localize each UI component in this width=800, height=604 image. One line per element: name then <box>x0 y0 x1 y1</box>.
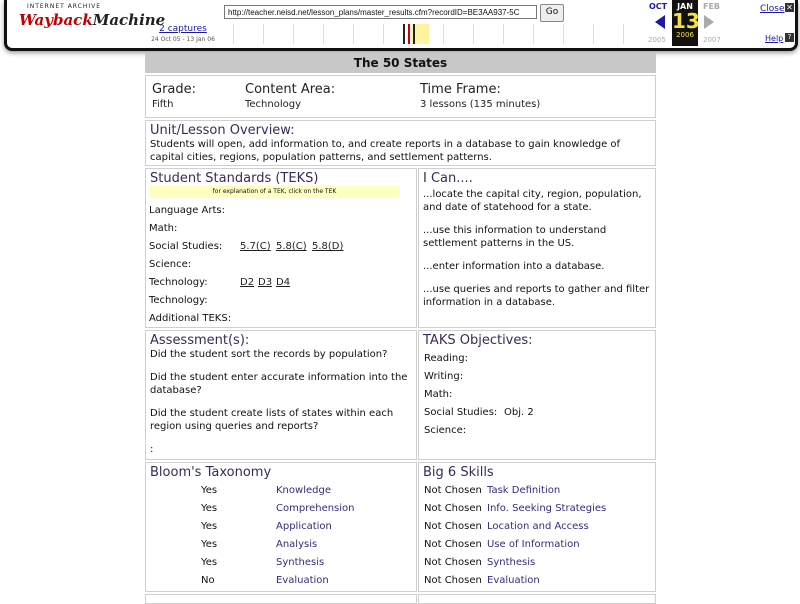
big6-status: Not Chosen <box>424 485 482 496</box>
captures-link[interactable]: 2 captures <box>159 24 207 34</box>
taks-social-label: Social Studies: <box>424 407 498 418</box>
big6-status: Not Chosen <box>424 557 482 568</box>
tek-link-5-7c[interactable]: 5.7(C) <box>240 241 271 252</box>
blooms-item-link[interactable]: Knowledge <box>276 485 331 496</box>
page-title: The 50 States <box>145 53 656 73</box>
big6-item-link[interactable]: Use of Information <box>487 539 580 550</box>
blooms-item-link[interactable]: Comprehension <box>276 503 355 514</box>
capture-sparkline[interactable] <box>233 24 643 44</box>
prev-year-label: 2005 <box>648 36 666 44</box>
blooms-status: Yes <box>201 485 218 496</box>
tek-link-d4[interactable]: D4 <box>276 277 291 288</box>
current-date-block <box>672 0 698 46</box>
content-area-value: Technology <box>245 99 302 110</box>
language-arts-label: Language Arts: <box>149 205 225 216</box>
next-month-label: FEB <box>703 2 721 11</box>
i-can-item: ...use this information to understand settlement patterns in the US. <box>423 225 607 249</box>
blooms-status: Yes <box>201 557 218 568</box>
big6-status: Not Chosen <box>424 521 482 532</box>
next-panel-left <box>145 594 417 604</box>
big6-status: Not Chosen <box>424 575 482 586</box>
go-button[interactable]: Go <box>540 4 564 22</box>
tek-link-5-8d[interactable]: 5.8(D) <box>312 241 344 252</box>
blooms-item-link[interactable]: Synthesis <box>276 557 325 568</box>
blooms-status: Yes <box>201 503 218 514</box>
capture-mark[interactable] <box>408 24 410 44</box>
wayback-toolbar <box>4 0 798 51</box>
technology-label: Technology: <box>149 277 208 288</box>
blooms-item-link[interactable]: Application <box>276 521 332 532</box>
prev-month-label[interactable]: OCT <box>649 2 668 11</box>
math-label: Math: <box>149 223 178 234</box>
i-can-item: ...enter information into a database. <box>423 261 605 272</box>
blooms-status: Yes <box>201 539 218 550</box>
captures-info <box>139 24 227 43</box>
blooms-item-link[interactable]: Analysis <box>276 539 318 550</box>
overview-text: Students will open, add information to, and create reports in a database to gain knowledge of capital cities, regions, population patterns, and settlement patterns. <box>150 139 621 163</box>
taks-writing-label: Writing: <box>424 371 464 382</box>
big6-item-link[interactable]: Task Definition <box>487 485 561 496</box>
current-year: 2006 <box>676 31 694 39</box>
time-frame-value: 3 lessons (135 minutes) <box>420 99 541 110</box>
big6-item-link[interactable]: Synthesis <box>487 557 536 568</box>
tek-link-d3[interactable]: D3 <box>258 277 273 288</box>
standards-heading: Student Standards (TEKS) <box>150 171 319 186</box>
logo-main-text: WaybackMachine <box>19 11 166 29</box>
next-capture-arrow-icon <box>704 15 714 29</box>
taks-panel <box>418 330 656 460</box>
science-label: Science: <box>149 259 192 270</box>
assessment-item: Did the student create lists of states within each region using queries and reports? <box>150 408 394 432</box>
logo-top-text: INTERNET ARCHIVE <box>26 3 102 10</box>
prev-capture-arrow-icon[interactable] <box>655 15 665 29</box>
i-can-item: ...use queries and reports to gather and filter information in a database. <box>423 284 650 308</box>
big6-status: Not Chosen <box>424 539 482 550</box>
assessment-panel <box>145 330 417 460</box>
social-studies-label: Social Studies: <box>149 241 223 252</box>
big6-item-link[interactable]: Info. Seeking Strategies <box>487 503 607 514</box>
big6-status: Not Chosen <box>424 503 482 514</box>
current-day: 13 <box>672 9 700 33</box>
help-icon[interactable]: ? <box>785 33 794 42</box>
captures-range: 24 Oct 05 - 13 Jan 06 <box>151 36 215 43</box>
tek-link-d2[interactable]: D2 <box>240 277 255 288</box>
taks-math-label: Math: <box>424 389 453 400</box>
taks-social-value: Obj. 2 <box>504 407 534 418</box>
content-area-label: Content Area: <box>245 82 336 97</box>
blooms-item-link[interactable]: Evaluation <box>276 575 329 586</box>
capture-mark[interactable] <box>403 24 405 44</box>
assessment-item: Did the student enter accurate information into the database? <box>150 372 408 396</box>
assessment-heading: Assessment(s): <box>150 333 250 348</box>
taks-heading: TAKS Objectives: <box>423 333 533 348</box>
tek-link-5-8c[interactable]: 5.8(C) <box>276 241 307 252</box>
current-month: JAN <box>677 2 693 11</box>
close-icon[interactable]: ✕ <box>786 3 793 12</box>
assessment-item: Did the student sort the records by population? <box>150 349 388 360</box>
big6-item-link[interactable]: Location and Access <box>487 521 589 532</box>
assessment-item: : <box>150 444 154 455</box>
info-panel <box>145 75 656 118</box>
capture-mark[interactable] <box>413 24 415 44</box>
i-can-heading: I Can.... <box>423 171 473 186</box>
blooms-status: No <box>201 575 215 586</box>
url-input[interactable]: http://teacher.neisd.net/lesson_plans/master_results.cfm?recordID=BE3AA937-5C <box>224 5 537 19</box>
time-frame-label: Time Frame: <box>420 82 501 97</box>
overview-panel <box>145 120 656 166</box>
i-can-panel <box>418 168 656 328</box>
big6-item-link[interactable]: Evaluation <box>487 575 540 586</box>
blooms-heading: Bloom's Taxonomy <box>150 465 272 480</box>
taks-reading-label: Reading: <box>424 353 468 364</box>
i-can-item: ...locate the capital city, region, population, and date of statehood for a state. <box>423 189 642 213</box>
big6-heading: Big 6 Skills <box>423 465 494 480</box>
additional-teks-label: Additional TEKS: <box>149 313 232 324</box>
close-link[interactable]: Close <box>760 4 785 14</box>
overview-heading: Unit/Lesson Overview: <box>150 123 295 138</box>
grade-value: Fifth <box>152 99 174 110</box>
grade-label: Grade: <box>152 82 197 97</box>
help-link[interactable]: Help <box>765 34 784 43</box>
wayback-logo[interactable] <box>19 3 166 41</box>
blooms-status: Yes <box>201 521 218 532</box>
taks-science-label: Science: <box>424 425 467 436</box>
technology-label-2: Technology: <box>149 295 208 306</box>
next-panel-right <box>418 594 656 604</box>
next-year-label: 2007 <box>703 36 721 44</box>
standards-hint: for explanation of a TEK, click on the TEK <box>149 186 400 198</box>
